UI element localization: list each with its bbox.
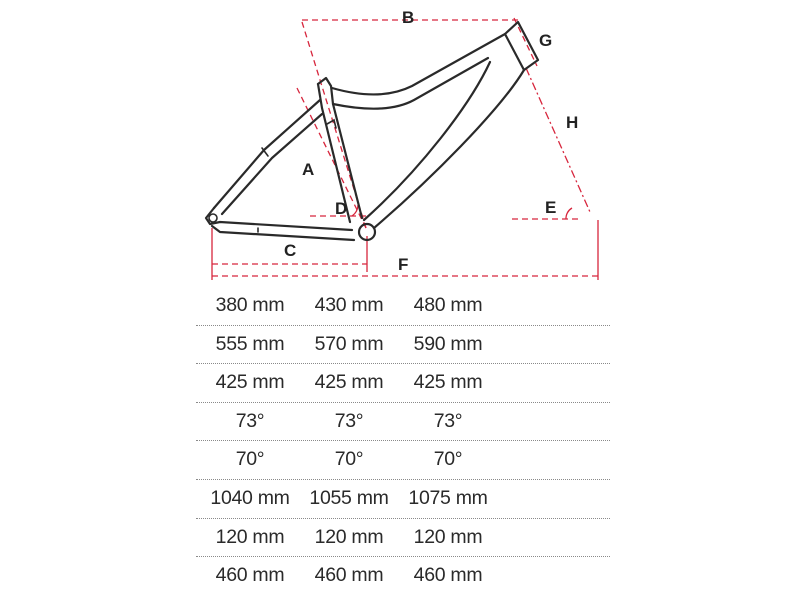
label-e: E: [545, 198, 557, 217]
table-row: [196, 519, 610, 558]
dimension-lines: [212, 18, 598, 280]
dimension-labels: [284, 8, 578, 274]
table-row: [196, 480, 610, 519]
dimension-e-arc: [566, 208, 572, 219]
dimension-a-line: [297, 88, 366, 228]
head-tube: [505, 22, 538, 70]
table-cell: 380 mm: [215, 294, 285, 316]
label-b: B: [402, 8, 415, 27]
table-cell: 480 mm: [413, 294, 483, 316]
table-cell: 1040 mm: [210, 486, 290, 509]
table-cell: 70°: [433, 448, 463, 471]
table-row: [196, 326, 610, 365]
table-row: [196, 364, 610, 403]
table-cell: 590 mm: [413, 332, 483, 355]
down-tube-lower: [364, 62, 490, 220]
table-cell: 120 mm: [413, 525, 483, 548]
table-cell: 120 mm: [215, 525, 285, 548]
table-cell: 70°: [235, 448, 265, 471]
table-cell: 70°: [334, 448, 364, 471]
table-cell: 430 mm: [314, 294, 384, 316]
table-cell: 570 mm: [314, 332, 384, 355]
table-cell: 460 mm: [215, 564, 285, 587]
label-d: D: [335, 199, 348, 218]
bike-frame-outline: [206, 22, 538, 240]
table-cell: 425 mm: [413, 371, 483, 394]
label-h: H: [566, 113, 579, 132]
label-g: G: [539, 31, 553, 50]
table-cell: 73°: [235, 409, 265, 432]
table-row: [196, 557, 610, 596]
table-cell: 460 mm: [413, 564, 483, 587]
seat-tube-front: [318, 78, 362, 218]
geometry-table: [196, 287, 610, 596]
seat-clamp-boss: [327, 120, 336, 128]
label-c: C: [284, 241, 297, 260]
table-cell: 120 mm: [314, 525, 384, 548]
table-cell: 425 mm: [314, 371, 384, 394]
table-cell: 1055 mm: [309, 486, 389, 509]
bike-frame-geometry-diagram: [0, 0, 800, 290]
table-cell: 460 mm: [314, 564, 384, 587]
table-row: [196, 403, 610, 442]
table-cell: 1075 mm: [408, 486, 488, 509]
rear-dropout: [209, 214, 217, 222]
dimension-h-line: [526, 68, 590, 212]
table-cell: 425 mm: [215, 371, 285, 394]
table-row: [196, 287, 610, 326]
chain-stay-upper: [206, 208, 352, 230]
table-row: [196, 441, 610, 480]
label-f: F: [398, 255, 409, 274]
table-cell: 73°: [433, 409, 463, 432]
table-cell: 555 mm: [215, 332, 285, 355]
label-a: A: [302, 160, 315, 179]
top-tube-lower: [333, 58, 488, 109]
table-cell: 73°: [334, 409, 364, 432]
down-tube-upper: [374, 70, 524, 228]
